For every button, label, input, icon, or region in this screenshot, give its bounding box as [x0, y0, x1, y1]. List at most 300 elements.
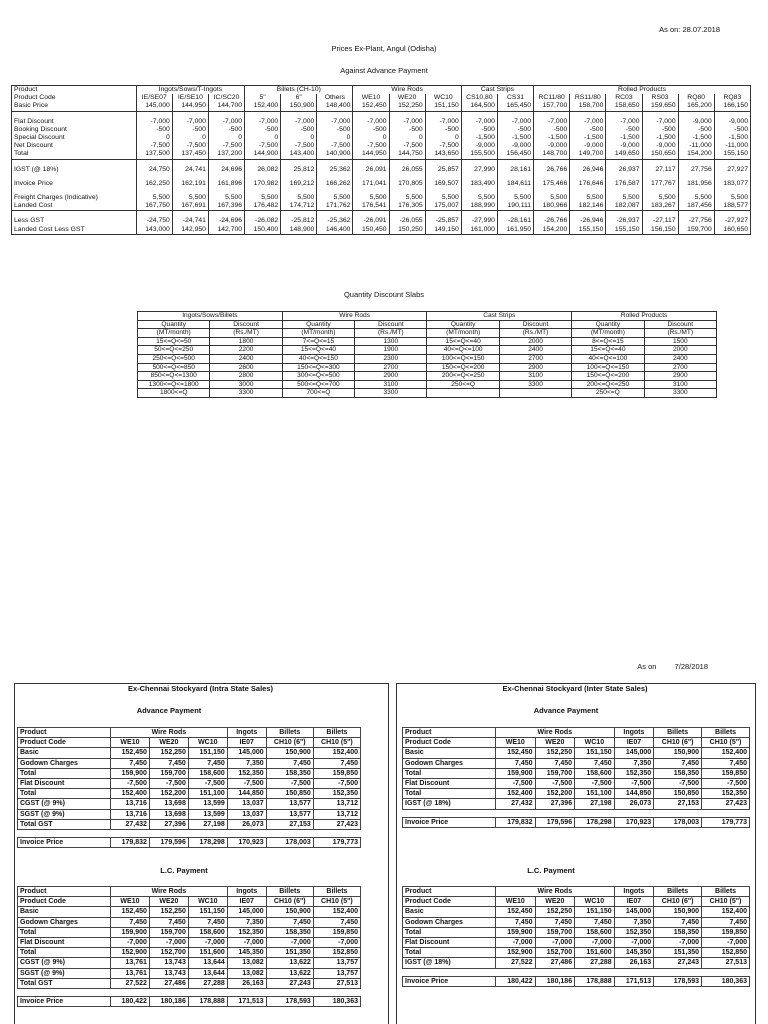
- stockyard-row: [18, 907, 361, 917]
- spacer-row: [403, 968, 750, 976]
- stockyard-row: [18, 968, 361, 978]
- price-cell: 146,400: [317, 226, 353, 235]
- price-cell: -7,000: [425, 118, 461, 126]
- price-cell: -7,500: [313, 779, 360, 789]
- price-cell: 150,400: [245, 226, 281, 235]
- price-cell: 13,644: [188, 958, 227, 968]
- slab-row: [138, 389, 717, 398]
- price-cell: 180,363: [702, 976, 750, 986]
- price-cell: 13,037: [227, 799, 266, 809]
- product-code-cell: WE10: [111, 738, 150, 748]
- price-cell: 7,450: [575, 917, 615, 927]
- price-cell: 7,450: [313, 917, 360, 927]
- slab-group-header: Ingots/Sows/Billets: [138, 312, 283, 321]
- price-cell: 152,350: [227, 768, 266, 778]
- price-cell: 169,212: [281, 180, 317, 188]
- price-cell: -9,000: [570, 142, 606, 150]
- row-label: Godown Charges: [18, 917, 111, 927]
- price-cell: 155,500: [461, 150, 497, 159]
- stockyard-row: [403, 799, 750, 809]
- price-cell: -9,000: [534, 142, 570, 150]
- wire-rods-header: Wire Rods: [111, 887, 228, 897]
- discount-cell: 2900: [644, 372, 716, 381]
- price-cell: 27,243: [266, 978, 313, 988]
- price-cell: -24,750: [136, 217, 172, 225]
- price-cell: -7,000: [111, 938, 150, 948]
- quantity-cell: 7<=Q<=15: [282, 337, 354, 346]
- price-cell: -500: [678, 126, 714, 134]
- intra-state-title: Ex-Chennai Stockyard (Intra State Sales): [127, 684, 274, 693]
- discount-header: Discount: [355, 320, 427, 329]
- price-cell: 178,003: [266, 838, 313, 848]
- intra-advance-title: Advance Payment: [136, 706, 202, 715]
- price-cell: -27,927: [714, 217, 750, 225]
- price-cell: 152,350: [227, 927, 266, 937]
- price-cell: 158,350: [654, 927, 702, 937]
- discount-header: Discount: [210, 320, 282, 329]
- price-cell: 180,186: [535, 976, 575, 986]
- price-cell: 5,500: [461, 194, 497, 202]
- price-cell: 159,700: [535, 768, 575, 778]
- price-cell: 151,600: [188, 948, 227, 958]
- product-code-cell: CS31: [497, 94, 533, 102]
- stockyard-row: [18, 958, 361, 968]
- price-cell: 5,500: [208, 194, 244, 202]
- price-cell: 5,500: [425, 194, 461, 202]
- row-label: Freight Charges (Indicative): [12, 194, 137, 202]
- price-cell: 151,350: [266, 948, 313, 958]
- price-cell: -7,500: [496, 779, 536, 789]
- price-cell: 5,500: [245, 194, 281, 202]
- price-row: [12, 102, 751, 111]
- price-cell: 7,450: [313, 758, 360, 768]
- row-label: Total: [18, 768, 111, 778]
- product-code-cell: WE10: [111, 897, 150, 907]
- price-cell: 159,850: [313, 927, 360, 937]
- price-cell: 26,091: [353, 166, 389, 174]
- price-cell: -500: [172, 126, 208, 134]
- row-label: IGST (@ 18%): [12, 166, 137, 174]
- discount-cell: 3300: [499, 380, 571, 389]
- price-cell: -11,000: [714, 142, 750, 150]
- price-cell: -24,696: [208, 217, 244, 225]
- price-cell: 27,243: [654, 958, 702, 968]
- price-cell: 27,756: [678, 166, 714, 174]
- price-cell: 7,450: [702, 917, 750, 927]
- price-cell: 178,298: [575, 817, 615, 827]
- price-cell: -28,161: [497, 217, 533, 225]
- price-cell: 152,200: [149, 789, 188, 799]
- price-cell: -500: [606, 126, 642, 134]
- price-cell: -500: [714, 126, 750, 134]
- product-code-cell: WC10: [575, 738, 615, 748]
- price-cell: 145,000: [227, 907, 266, 917]
- stockyard-row: [18, 758, 361, 768]
- price-cell: 161,000: [461, 226, 497, 235]
- price-cell: 7,450: [575, 758, 615, 768]
- quantity-cell: 1800<=Q: [138, 389, 210, 398]
- price-cell: 152,200: [535, 789, 575, 799]
- quantity-cell: 40<=Q<=150: [282, 354, 354, 363]
- price-cell: -7,500: [575, 779, 615, 789]
- row-label: Godown Charges: [403, 758, 496, 768]
- price-cell: 5,500: [678, 194, 714, 202]
- price-cell: 152,900: [496, 948, 536, 958]
- row-label: Total: [18, 789, 111, 799]
- price-cell: 27,513: [313, 978, 360, 988]
- price-cell: 144,950: [353, 150, 389, 159]
- price-cell: 13,716: [111, 799, 150, 809]
- discount-cell: 1900: [355, 346, 427, 355]
- price-cell: 144,850: [614, 789, 654, 799]
- empty-cell: [227, 830, 266, 838]
- price-cell: 158,350: [266, 927, 313, 937]
- empty-cell: [111, 830, 150, 838]
- product-code-cell: IE07: [614, 897, 654, 907]
- price-cell: 137,500: [136, 150, 172, 159]
- quantity-cell: 150<=Q<=200: [427, 363, 499, 372]
- empty-cell: [188, 830, 227, 838]
- page-title: Prices Ex-Plant, Angul (Odisha): [331, 44, 437, 53]
- price-cell: 27,513: [702, 958, 750, 968]
- ingots-header: Ingots: [614, 887, 654, 897]
- inter-lc-table: [402, 886, 750, 987]
- stockyard-row: [18, 927, 361, 937]
- price-cell: -7,000: [245, 118, 281, 126]
- stockyard-row: [403, 758, 750, 768]
- slab-row: [138, 337, 717, 346]
- quantity-cell: 15<=Q<=40: [427, 337, 499, 346]
- price-cell: 145,350: [614, 948, 654, 958]
- price-cell: -7,500: [317, 142, 353, 150]
- discount-cell: 3300: [355, 389, 427, 398]
- price-cell: -26,055: [389, 217, 425, 225]
- product-code-cell: WE10: [353, 94, 389, 102]
- price-cell: -7,000: [654, 938, 702, 948]
- price-cell: -7,500: [136, 142, 172, 150]
- price-cell: -500: [497, 126, 533, 134]
- price-cell: 152,900: [111, 948, 150, 958]
- price-cell: 137,200: [208, 150, 244, 159]
- row-label: Invoice Price: [403, 817, 496, 827]
- quantity-cell: 40<=Q<=100: [427, 346, 499, 355]
- price-cell: 27,396: [149, 819, 188, 829]
- quantity-discount-slabs-table: [137, 311, 717, 398]
- price-cell: 0: [172, 134, 208, 142]
- price-cell: -1,500: [534, 134, 570, 142]
- price-cell: 137,450: [172, 150, 208, 159]
- product-group-header: Wire Rods: [353, 86, 461, 95]
- quantity-cell: 300<=Q<=500: [282, 372, 354, 381]
- ingots-header: Ingots: [614, 728, 654, 738]
- price-cell: 171,513: [614, 976, 654, 986]
- price-cell: 180,363: [313, 997, 360, 1007]
- price-cell: 171,513: [227, 997, 266, 1007]
- row-label: Total: [12, 150, 137, 159]
- price-cell: 177,767: [642, 180, 678, 188]
- product-code-cell: CH10 (5"): [702, 897, 750, 907]
- price-cell: 179,773: [702, 817, 750, 827]
- inter-advance-title: Advance Payment: [533, 706, 599, 715]
- product-code-cell: CH10 (6"): [654, 897, 702, 907]
- price-row: [12, 166, 751, 174]
- price-cell: 13,757: [313, 958, 360, 968]
- price-cell: 13,698: [149, 799, 188, 809]
- price-cell: -7,000: [313, 938, 360, 948]
- price-cell: 159,700: [149, 927, 188, 937]
- price-cell: 159,900: [496, 768, 536, 778]
- empty-cell: [18, 989, 111, 997]
- price-cell: 152,400: [702, 907, 750, 917]
- price-cell: 144,850: [227, 789, 266, 799]
- product-code-row: [12, 94, 751, 102]
- price-cell: 27,522: [111, 978, 150, 988]
- price-cell: 0: [389, 134, 425, 142]
- price-cell: -1,500: [714, 134, 750, 142]
- row-label: IGST (@ 18%): [403, 799, 496, 809]
- product-code-cell: RC11/80: [534, 94, 570, 102]
- price-cell: 7,450: [535, 758, 575, 768]
- price-cell: 140,900: [317, 150, 353, 159]
- price-cell: 152,350: [702, 789, 750, 799]
- product-group-header: Rolled Products: [534, 86, 751, 95]
- stockyard-row: [18, 799, 361, 809]
- price-cell: 151,150: [575, 748, 615, 758]
- stockyard-row: [18, 779, 361, 789]
- price-cell: 159,900: [111, 927, 150, 937]
- stockyard-row: [18, 809, 361, 819]
- discount-cell: 2000: [644, 346, 716, 355]
- price-cell: 157,700: [534, 102, 570, 111]
- empty-cell: [614, 968, 654, 976]
- discount-cell: 2700: [355, 363, 427, 372]
- product-label: Product: [12, 86, 137, 95]
- price-cell: 26,766: [534, 166, 570, 174]
- price-cell: 165,450: [497, 102, 533, 111]
- price-cell: -500: [281, 126, 317, 134]
- stockyard-code-row: [18, 738, 361, 748]
- price-cell: 27,198: [188, 819, 227, 829]
- quantity-cell: 15<=Q<=40: [282, 346, 354, 355]
- price-cell: 13,698: [149, 809, 188, 819]
- price-cell: 7,450: [535, 917, 575, 927]
- empty-cell: [496, 809, 536, 817]
- price-cell: 7,450: [654, 917, 702, 927]
- price-cell: -7,000: [353, 118, 389, 126]
- price-cell: -7,500: [281, 142, 317, 150]
- price-cell: -7,000: [227, 938, 266, 948]
- price-cell: 167,750: [136, 202, 172, 211]
- price-cell: 24,696: [208, 166, 244, 174]
- price-cell: 27,486: [149, 978, 188, 988]
- price-cell: 161,896: [208, 180, 244, 188]
- slab-row: [138, 372, 717, 381]
- price-cell: 179,832: [111, 838, 150, 848]
- price-cell: -500: [136, 126, 172, 134]
- price-cell: 7,450: [266, 758, 313, 768]
- price-cell: 27,423: [313, 819, 360, 829]
- price-cell: 159,850: [313, 768, 360, 778]
- price-cell: -7,000: [172, 118, 208, 126]
- price-cell: -9,000: [497, 142, 533, 150]
- price-cell: 152,700: [149, 948, 188, 958]
- discount-header: Discount: [644, 320, 716, 329]
- product-code-cell: WE20: [389, 94, 425, 102]
- price-cell: 27,153: [266, 819, 313, 829]
- price-cell: 188,990: [461, 202, 497, 211]
- product-code-cell: WE10: [496, 897, 536, 907]
- price-cell: -7,000: [188, 938, 227, 948]
- stockyard-row: [403, 768, 750, 778]
- quantity-unit: (MT/month): [572, 329, 644, 338]
- price-cell: -27,117: [642, 217, 678, 225]
- product-code-cell: WE20: [149, 738, 188, 748]
- price-cell: 176,646: [570, 180, 606, 188]
- slab-label-row: [138, 320, 717, 329]
- price-cell: 155,150: [570, 226, 606, 235]
- discount-cell: 2700: [499, 354, 571, 363]
- price-cell: 152,450: [496, 748, 536, 758]
- price-row: [12, 180, 751, 188]
- price-cell: 26,073: [614, 799, 654, 809]
- price-cell: 27,927: [714, 166, 750, 174]
- price-cell: 169,507: [425, 180, 461, 188]
- stockyard-group-row: [18, 728, 361, 738]
- quantity-cell: 150<=Q<=200: [572, 372, 644, 381]
- price-cell: -7,500: [111, 779, 150, 789]
- discount-cell: 2400: [499, 346, 571, 355]
- price-cell: -9,000: [461, 142, 497, 150]
- price-cell: 158,700: [570, 102, 606, 111]
- price-cell: -11,000: [678, 142, 714, 150]
- row-label: Flat Discount: [18, 779, 111, 789]
- price-cell: 158,600: [188, 768, 227, 778]
- price-cell: 152,400: [702, 748, 750, 758]
- row-label: Total: [18, 948, 111, 958]
- quantity-cell: 40<=Q<=100: [572, 354, 644, 363]
- price-cell: -26,766: [534, 217, 570, 225]
- discount-cell: 3300: [644, 389, 716, 398]
- price-cell: -1,500: [678, 134, 714, 142]
- price-cell: 7,450: [702, 758, 750, 768]
- product-group-header: Billets (CH-10): [245, 86, 353, 95]
- quantity-cell: 15<=Q<=50: [138, 337, 210, 346]
- product-code-cell: RS11/80: [570, 94, 606, 102]
- quantity-cell: 200<=Q<=250: [427, 372, 499, 381]
- product-code-cell: 6": [281, 94, 317, 102]
- price-cell: 150,900: [654, 907, 702, 917]
- price-cell: -7,500: [702, 779, 750, 789]
- price-cell: 0: [317, 134, 353, 142]
- price-cell: -7,000: [317, 118, 353, 126]
- price-cell: 184,611: [497, 180, 533, 188]
- price-cell: 174,712: [281, 202, 317, 211]
- row-label: Basic: [403, 907, 496, 917]
- empty-cell: [403, 968, 496, 976]
- ingots-header: Ingots: [227, 728, 266, 738]
- billets-header: Billets: [654, 728, 702, 738]
- price-cell: 25,857: [425, 166, 461, 174]
- price-cell: 159,700: [678, 226, 714, 235]
- price-cell: 152,350: [614, 927, 654, 937]
- stockyard-code-row: [18, 897, 361, 907]
- price-cell: 152,250: [149, 907, 188, 917]
- slab-row: [138, 354, 717, 363]
- stockyard-row: [18, 819, 361, 829]
- price-cell: 143,000: [136, 226, 172, 235]
- empty-cell: [313, 830, 360, 838]
- group-header-row: [12, 86, 751, 95]
- price-cell: 5,500: [534, 194, 570, 202]
- price-cell: -500: [245, 126, 281, 134]
- price-cell: 5,500: [172, 194, 208, 202]
- price-cell: 7,450: [496, 758, 536, 768]
- price-cell: 152,250: [535, 907, 575, 917]
- price-cell: -7,500: [149, 779, 188, 789]
- price-cell: -7,000: [702, 938, 750, 948]
- price-cell: 0: [425, 134, 461, 142]
- price-cell: 26,163: [614, 958, 654, 968]
- price-cell: 151,600: [575, 948, 615, 958]
- product-code-cell: WC10: [188, 738, 227, 748]
- price-cell: 152,700: [535, 948, 575, 958]
- price-cell: 154,200: [534, 226, 570, 235]
- product-code-cell: IE07: [614, 738, 654, 748]
- price-cell: 165,200: [678, 102, 714, 111]
- price-cell: 5,500: [606, 194, 642, 202]
- product-code-cell: CH10 (5"): [702, 738, 750, 748]
- discount-unit: (Rs./MT): [644, 329, 716, 338]
- price-cell: 13,761: [111, 958, 150, 968]
- price-cell: 142,950: [172, 226, 208, 235]
- price-cell: -1,500: [497, 134, 533, 142]
- stockyard-row: [403, 958, 750, 968]
- stockyard-row: [18, 838, 361, 848]
- price-cell: 148,400: [317, 102, 353, 111]
- billets-header: Billets: [313, 887, 360, 897]
- product-code-cell: WC10: [575, 897, 615, 907]
- empty-cell: [403, 809, 496, 817]
- product-code-cell: IE07: [227, 897, 266, 907]
- product-code-cell: IE/SE10: [172, 94, 208, 102]
- price-cell: 152,250: [149, 748, 188, 758]
- price-cell: 26,055: [389, 166, 425, 174]
- price-cell: 27,198: [575, 799, 615, 809]
- product-code-cell: WE10: [496, 738, 536, 748]
- quantity-cell: 250<=Q: [427, 380, 499, 389]
- price-cell: 13,577: [266, 809, 313, 819]
- price-cell: 27,153: [654, 799, 702, 809]
- stockyard-row: [18, 938, 361, 948]
- price-cell: 151,100: [575, 789, 615, 799]
- stockyard-row: [18, 978, 361, 988]
- price-cell: -7,000: [149, 938, 188, 948]
- row-label: Invoice Price: [403, 976, 496, 986]
- price-cell: 24,750: [136, 166, 172, 174]
- price-row: [12, 226, 751, 235]
- product-code-label: Product Code: [18, 897, 111, 907]
- price-cell: 181,956: [678, 180, 714, 188]
- slab-group-header: Rolled Products: [572, 312, 717, 321]
- price-cell: -500: [208, 126, 244, 134]
- empty-cell: [111, 989, 150, 997]
- price-cell: -7,000: [136, 118, 172, 126]
- price-cell: -7,000: [496, 938, 536, 948]
- price-cell: 155,150: [606, 226, 642, 235]
- empty-cell: [702, 968, 750, 976]
- price-cell: 148,900: [281, 226, 317, 235]
- price-cell: 7,450: [149, 758, 188, 768]
